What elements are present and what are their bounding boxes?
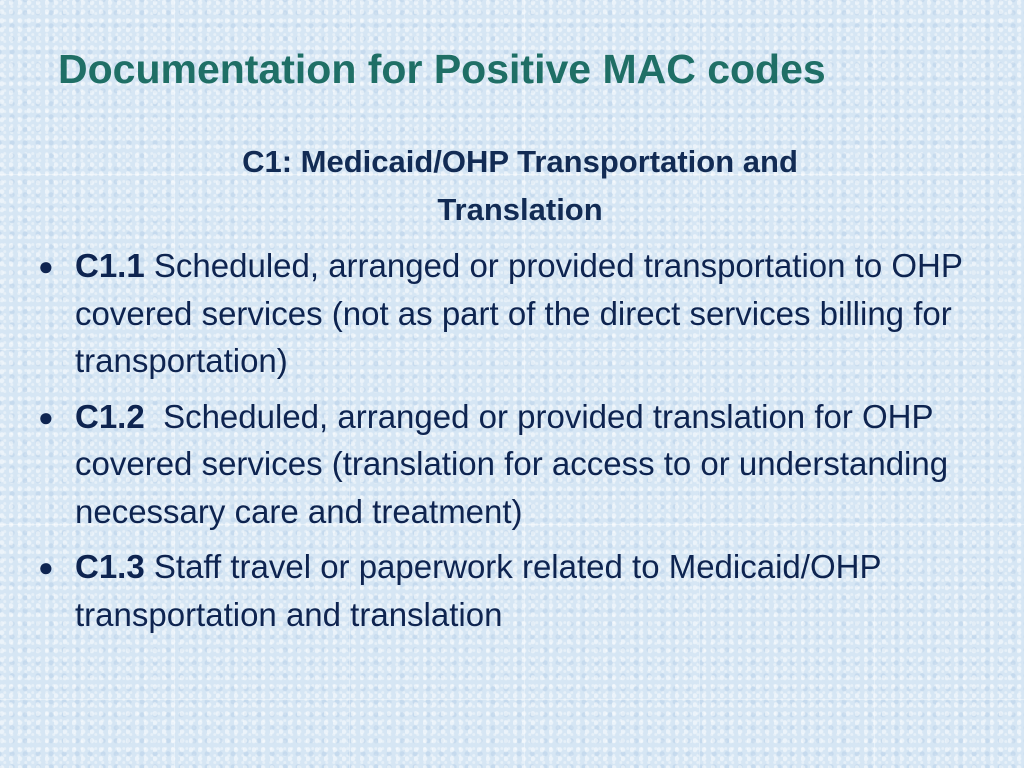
section-heading-line-1: C1: Medicaid/OHP Transportation and bbox=[242, 144, 798, 179]
list-item-c1-1 bbox=[38, 242, 988, 385]
code-label: C1.1 bbox=[75, 247, 145, 284]
code-label: C1.3 bbox=[75, 548, 145, 585]
code-label: C1.2 bbox=[75, 397, 145, 435]
code-description: Scheduled, arranged or provided transportation to OHP covered services (not as part of the direct services billing for transportation) bbox=[75, 247, 963, 379]
list-item-c1-2 bbox=[38, 393, 988, 536]
list-item-c1-3 bbox=[38, 543, 988, 638]
section-heading-line-2: Translation bbox=[437, 192, 603, 227]
bullet-icon: ● bbox=[38, 401, 54, 432]
bullet-icon: ● bbox=[38, 251, 54, 281]
bullet-icon: ● bbox=[38, 552, 54, 582]
slide-title: Documentation for Positive MAC codes bbox=[58, 46, 826, 92]
code-list bbox=[38, 242, 988, 646]
code-description: Staff travel or paperwork related to Medicaid/OHP transportation and translation bbox=[75, 548, 881, 633]
section-heading bbox=[90, 138, 950, 234]
code-description: Scheduled, arranged or provided translation for OHP covered services (translation for access to or understanding necessary care and treatment) bbox=[75, 397, 949, 530]
